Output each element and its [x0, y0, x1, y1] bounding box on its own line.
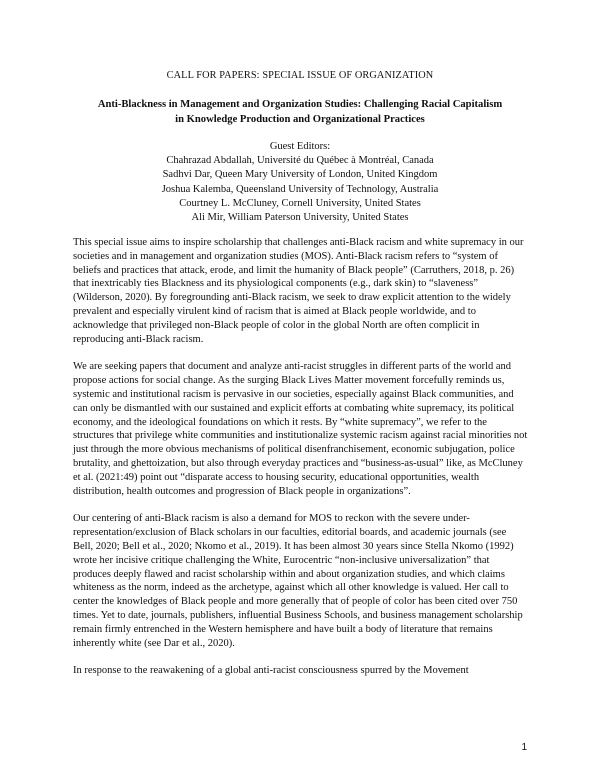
body-text: [73, 236, 528, 692]
guest-editors: [0, 140, 600, 225]
paragraph: Our centering of anti-Black racism is also a demand for MOS to reckon with the severe under-representation/exclusion of Black scholars in our faculties, editorial boards, and academic journals (see Bell, 2020; Bell et al., 2020; Nkomo et al., 2019). It has been almost 30 years since Stella Nkomo (1992) wrote her incisive critique challenging the White, Eurocentric “non-inclusive universalization” that produces deeply flawed and racist scholarship within and about organization studies, and which claims whiteness as the norm, indeed as the archetype, against which all other knowledge is valued. Her call to center the knowledges of Black people and more generally that of people of color has been cited over 750 times. Yet to date, journals, publishers, influential Business Schools, and business management scholarship remain firmly entrenched in the Western hemisphere and have built a body of literature that remains inherently white (see Dar et al., 2020).: [73, 513, 523, 649]
page-number: 1: [521, 742, 527, 753]
paragraph: In response to the reawakening of a global anti-racist consciousness spurred by the Movement: [73, 665, 469, 677]
title-line-1: Anti-Blackness in Management and Organization Studies: Challenging Racial Capitalism: [97, 99, 503, 110]
guest-editors-heading: Guest Editors:: [269, 141, 331, 152]
paper-title: [60, 97, 540, 127]
editor-entry: Courtney L. McCluney, Cornell University, United States: [179, 197, 421, 209]
call-for-papers-heading: CALL FOR PAPERS: SPECIAL ISSUE OF ORGANIZATION: [166, 70, 434, 81]
editor-entry: Chahrazad Abdallah, Université du Québec à Montréal, Canada: [166, 155, 434, 167]
title-line-2: in Knowledge Production and Organizational Practices: [175, 114, 425, 125]
editor-entry: Sadhvi Dar, Queen Mary University of London, United Kingdom: [162, 169, 438, 181]
editor-entry: Ali Mir, William Paterson University, United States: [191, 212, 409, 224]
editor-entry: Joshua Kalemba, Queensland University of Technology, Australia: [161, 183, 439, 195]
paragraph: This special issue aims to inspire scholarship that challenges anti-Black racism and white supremacy in our societies and in management and organization studies (MOS). Anti-Black racism refers to “system of beliefs and practices that attack, erode, and limit the humanity of Black people” (Carruthers, 2018, p. 26) that inextricably ties Blackness and its physiological components (e.g., dark skin) to “slaveness” (Wilderson, 2020). By foregrounding anti-Black racism, we seek to draw explicit attention to the widely prevalent and especially virulent kind of racism that is aimed at Black people worldwide, and to acknowledge that privileged non-Black people of color in the global North are often complicit in reproducing anti-Black racism.: [73, 237, 524, 345]
paragraph: We are seeking papers that document and analyze anti-racist struggles in different parts of the world and propose actions for social change. As the surging Black Lives Matter movement forcefully reminds us, systemic and institutional racism is pervasive in our societies, especially against Black communities, and can only be dismantled with our sustained and explicit efforts at combating white supremacy, its political economy, and the ideological foundations on which it rests. By “white supremacy”, we refer to the structures that privilege white communities and institutionalize systemic racism against racial minorities not just through the more obvious mechanisms of political disenfranchisement, economic subjugation, police brutality, and ghettoization, but also through everyday practices and “business-as-usual” like, as McCluney et al. (2021:49) point out “disparate access to housing security, educational opportunities, wealth distribution, health outcomes and progression of Black people in organizations”.: [73, 361, 528, 497]
